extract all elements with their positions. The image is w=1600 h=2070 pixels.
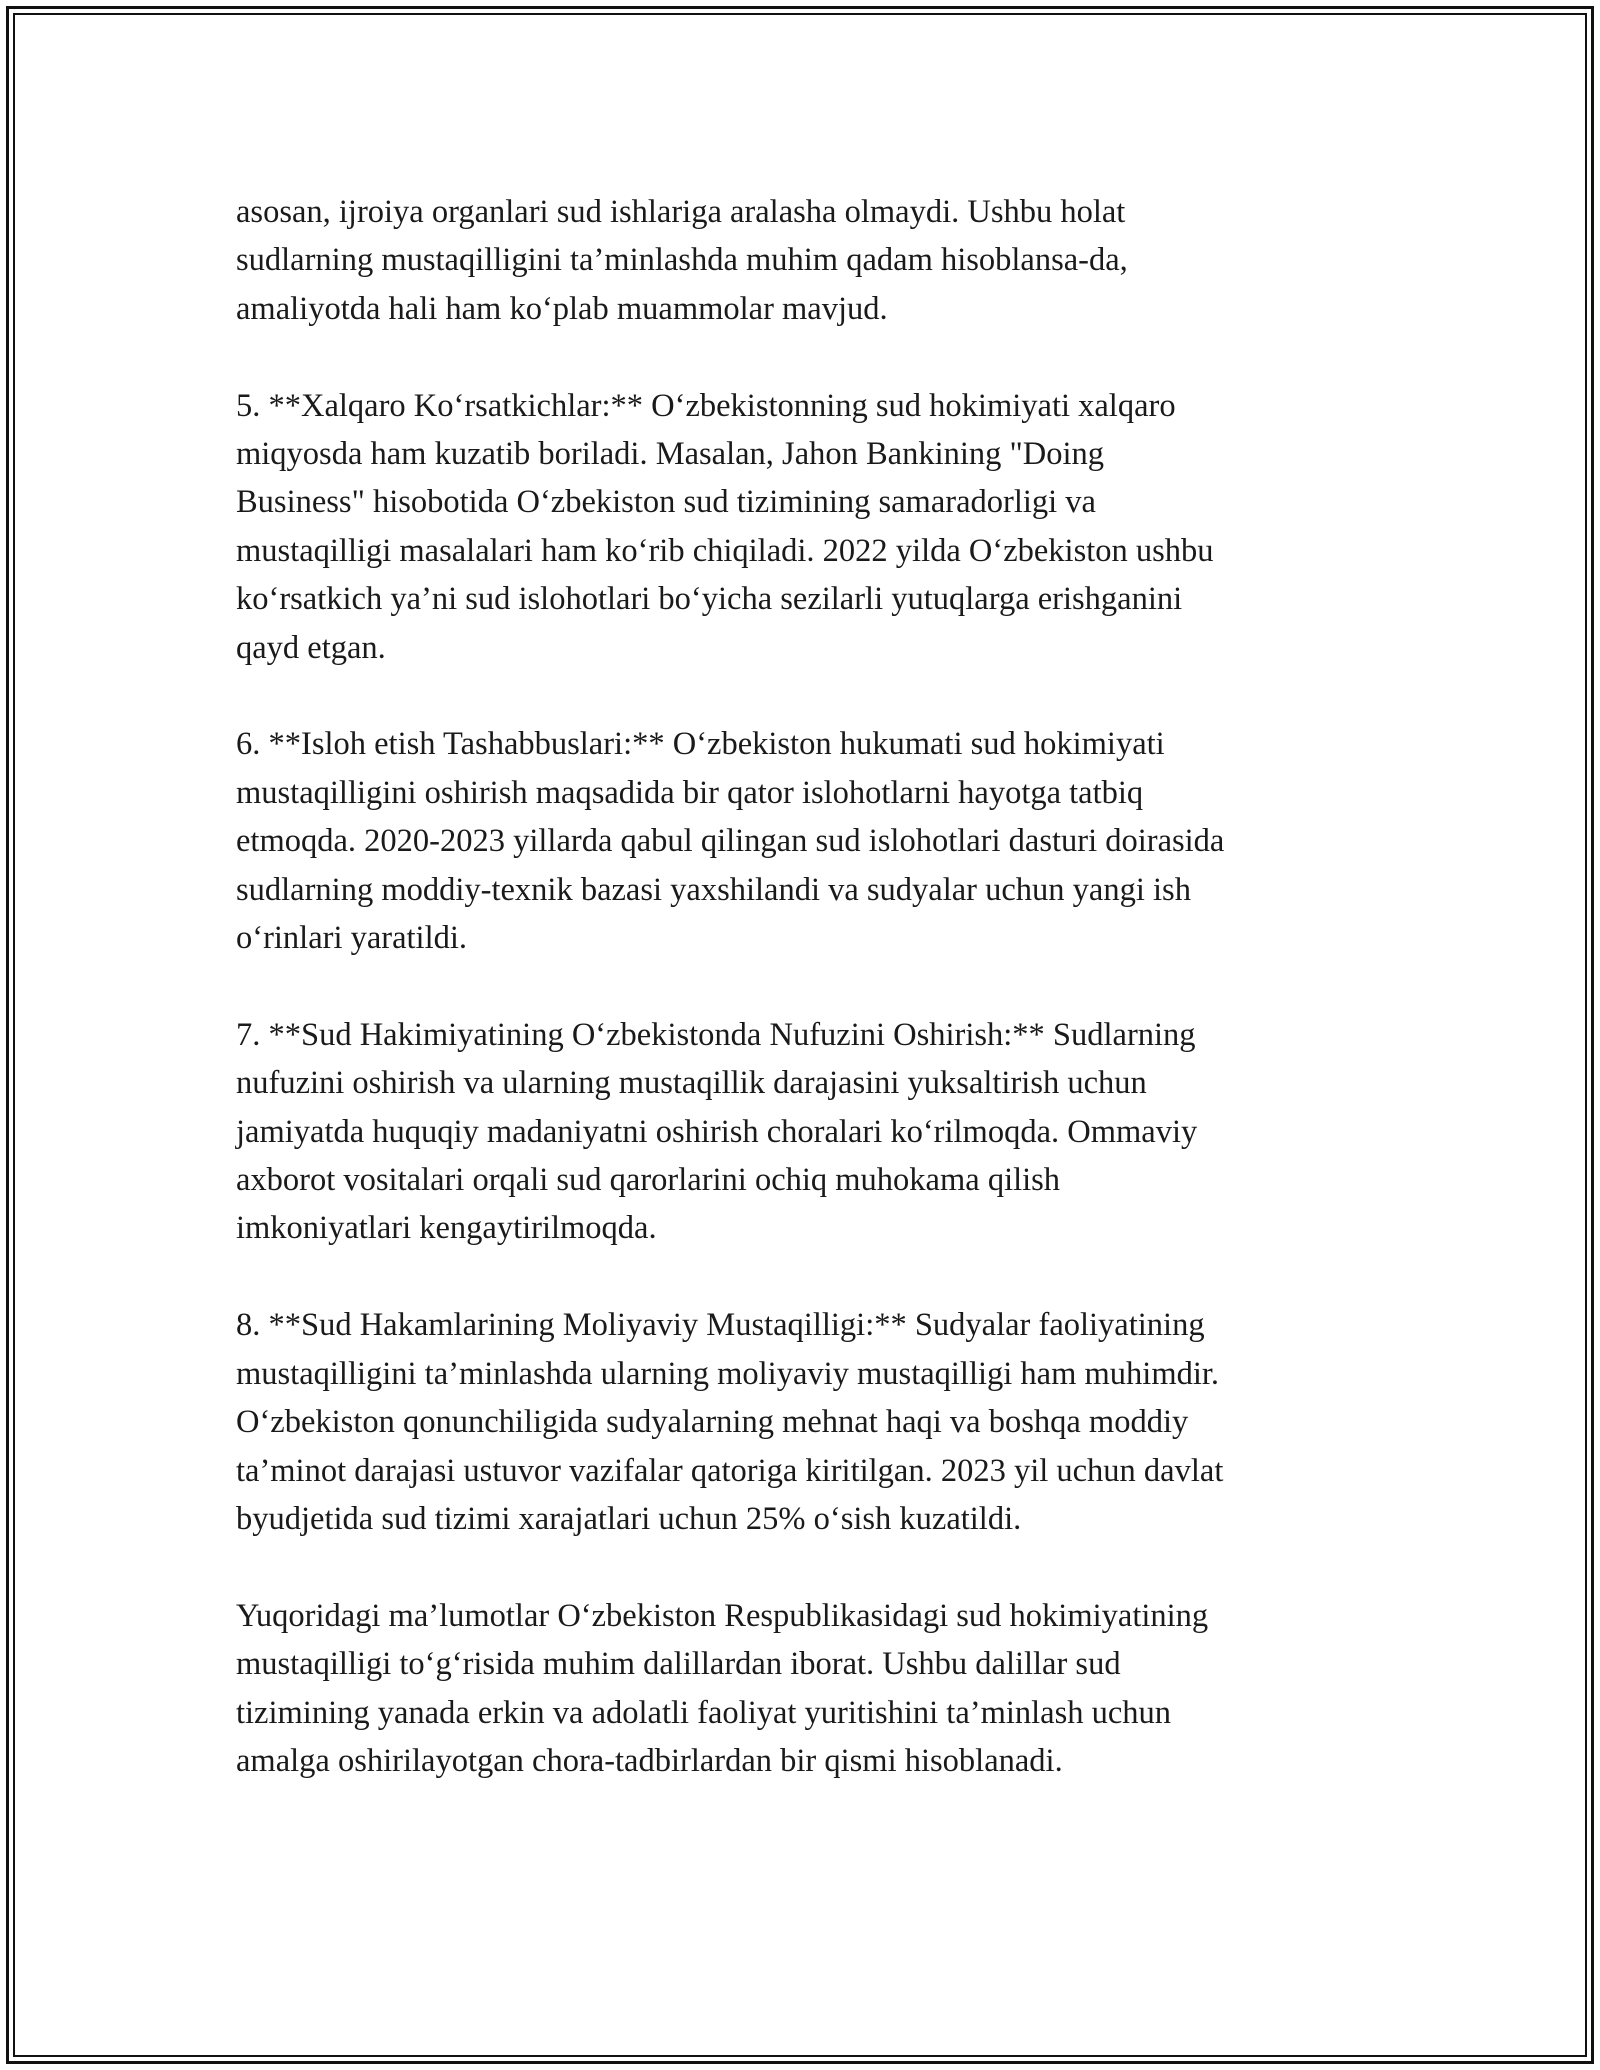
document-body <box>236 188 1366 1785</box>
paragraph-intro-continuation: asosan, ijroiya organlari sud ishlariga aralasha olmaydi. Ushbu holat sudlarning mustaqilligini ta’minlashda muhim qadam hisoblansa-da, amaliyotda hali ham ko‘plab muammolar mavjud. <box>236 194 1128 327</box>
paragraph-reform-initiatives: 6. **Isloh etish Tashabbuslari:** O‘zbekiston hukumati sud hokimiyati mustaqilligini oshirish maqsadida bir qator islohotlarni hayotga tatbiq etmoqda. 2020-2023 yillarda qabul qilingan sud islohotlari dasturi doirasida sudlarning moddiy-texnik bazasi yaxshilandi va sudyalar uchun yangi ish o‘rinlari yaratildi. <box>236 726 1225 957</box>
paragraph-financial-independence: 8. **Sud Hakamlarining Moliyaviy Mustaqilligi:** Sudyalar faoliyatining mustaqilligini ta’minlashda ularning moliyaviy mustaqilligi ham muhimdir. O‘zbekiston qonunchiligida sudyalarning mehnat haqi va boshqa moddiy ta’minot darajasi ustuvor vazifalar qatoriga kiritilgan. 2023 yil uchun davlat byudjetida sud tizimi xarajatlari uchun 25% o‘sish kuzatildi. <box>236 1307 1224 1537</box>
paragraph-conclusion: Yuqoridagi ma’lumotlar O‘zbekiston Respublikasidagi sud hokimiyatining mustaqilligi to‘g‘risida muhim dalillardan iborat. Ushbu dalillar sud tizimining yanada erkin va adolatli faoliyat yuritishini ta’minlash uchun amalga oshirilayotgan chora-tadbirlardan bir qismi hisoblanadi. <box>236 1597 1209 1779</box>
paragraph-international-indicators: 5. **Xalqaro Ko‘rsatkichlar:** O‘zbekistonning sud hokimiyati xalqaro miqyosda ham kuzatib boriladi. Masalan, Jahon Bankining "Doing Business" hisobotida O‘zbekiston sud tizimining samaradorligi va mustaqilligi masalalari ham ko‘rib chiqiladi. 2022 yilda O‘zbekiston ushbu ko‘rsatkich ya’ni sud islohotlari bo‘yicha sezilarli yutuqlarga erishganini qayd etgan. <box>236 387 1214 666</box>
paragraph-court-authority: 7. **Sud Hakimiyatining O‘zbekistonda Nufuzini Oshirish:** Sudlarning nufuzini oshirish va ularning mustaqillik darajasini yuksaltirish uchun jamiyatda huquqiy madaniyatni oshirish choralari ko‘rilmoqda. Ommaviy axborot vositalari orqali sud qarorlarini ochiq muhokama qilish imkoniyatlari kengaytirilmoqda. <box>236 1016 1198 1247</box>
